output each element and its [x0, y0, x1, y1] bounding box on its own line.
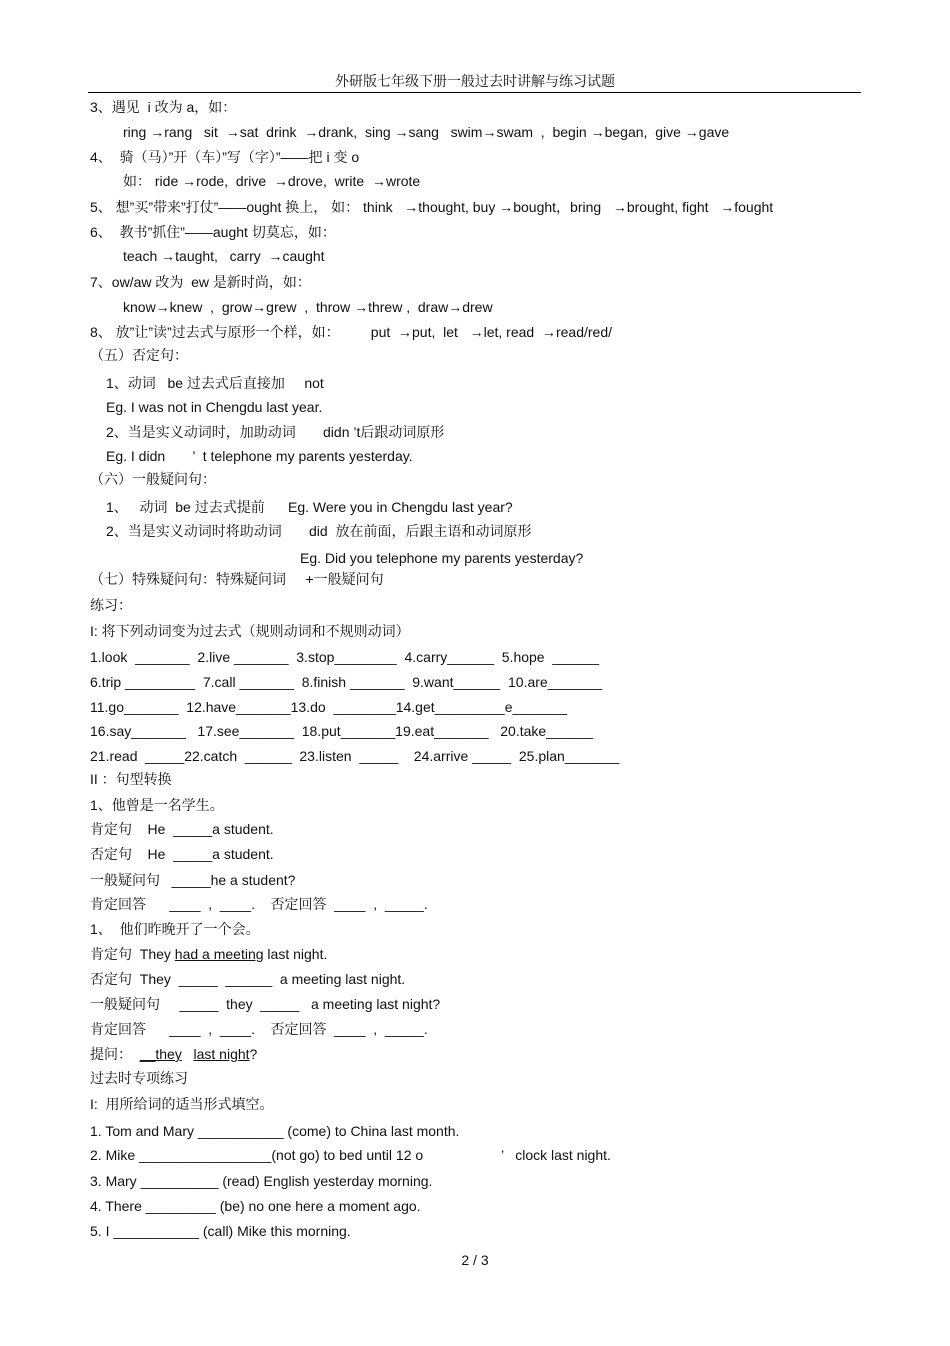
negative-line-2: Eg. I was not in Chengdu last year. — [106, 399, 323, 415]
section3-subtitle: I: 用所给词的适当形式填空。 — [90, 1096, 274, 1112]
negative-line-3: 2、当是实义动词时，加助动词 didn ’t后跟动词原形 — [106, 424, 445, 440]
part1-row-5: 21.read _____22.catch ______ 23.listen _____ 24.arrive _____ 25.plan_______ — [90, 748, 620, 764]
q2-wh-underlined-2: last night — [193, 1046, 250, 1062]
section3-title: 过去时专项练习 — [90, 1070, 188, 1086]
rule-8-label: 8、 放”让”读”过去式与原形一个样，如： put →put, let →let, read →read/red/ — [90, 324, 613, 340]
fill-item-4: 4. There _________ (be) no one here a moment ago. — [90, 1198, 421, 1214]
fill-item-1: 1. Tom and Mary ___________ (come) to China last month. — [90, 1123, 460, 1139]
rule-5-label: 5、 想”买”带来”打仗”——ought 换上， 如： think →thought, buy →bought，bring →brought, fight →fought — [90, 199, 774, 215]
practice-title: 练习： — [90, 597, 132, 613]
rule-4-example: 如： ride →rode, drive →drove, write →wrote — [123, 173, 421, 189]
q2-affirmative — [90, 945, 327, 963]
part1-row-2: 6.trip _________ 7.call _______ 8.finish _______ 9.want______ 10.are_______ — [90, 674, 603, 690]
rule-7-example: know→knew , grow→grew , throw →threw , draw→drew — [123, 299, 493, 315]
rule-6-example: teach →taught, carry →caught — [123, 248, 325, 264]
part2-title: II ：句型转换 — [90, 771, 172, 787]
question-title: （六）一般疑问句： — [90, 471, 216, 487]
rule-3-label: 3、遇见 i 改为 a，如： — [90, 99, 237, 115]
negative-line-1: 1、动词 be 过去式后直接加 not — [106, 375, 324, 391]
question-line-3: Eg. Did you telephone my parents yesterday? — [300, 550, 584, 566]
q2-aff-underlined: had a meeting — [174, 946, 264, 962]
rule-4-label: 4、 骑（马）”开（车）”写（字）”——把 i 变 o — [90, 149, 360, 165]
q1-negative: 否定句 He _____a student. — [90, 846, 274, 862]
q2-wh-underlined-1: __they — [139, 1046, 182, 1062]
q1-answers: 肯定回答 ____ , ____. 否定回答 ____ , _____. — [90, 896, 428, 912]
rule-6-label: 6、 教书”抓住”——aught 切莫忘，如： — [90, 224, 336, 240]
page-header: 外研版七年级下册一般过去时讲解与练习试题 — [335, 73, 615, 89]
q2-yes-no: 一般疑问句 _____ they _____ a meeting last night? — [90, 996, 441, 1012]
part1-row-3: 11.go_______ 12.have_______13.do ________14.get_________e_______ — [90, 699, 567, 715]
q2-negative: 否定句 They _____ ______ a meeting last night. — [90, 971, 406, 987]
part1-title: I: 将下列动词变为过去式（规则动词和不规则动词） — [90, 623, 410, 639]
fill-item-5: 5. I ___________ (call) Mike this morning. — [90, 1223, 351, 1239]
fill-item-3: 3. Mary __________ (read) English yesterday morning. — [90, 1173, 433, 1189]
q2-chinese: 1、 他们昨晚开了一个会。 — [90, 921, 260, 937]
rule-3-example: ring →rang sit →sat drink →drank, sing →sang swim→swam , begin →began, give →gave — [123, 124, 730, 140]
fill-item-2: 2. Mike _________________(not go) to bed until 12 o ’ clock last night. — [90, 1147, 611, 1163]
question-line-1: 1、 动词 be 过去式提前 Eg. Were you in Chengdu last year? — [106, 499, 513, 515]
q2-aff-post: last night. — [263, 946, 328, 962]
page-number: 2 / 3 — [461, 1252, 489, 1268]
q2-aff-pre: 肯定句 They — [90, 946, 175, 962]
q2-wh-question — [90, 1045, 257, 1063]
part1-row-4: 16.say_______ 17.see_______ 18.put_______19.eat_______ 20.take______ — [90, 723, 593, 739]
special-title: （七）特殊疑问句：特殊疑问词 +一般疑问句 — [90, 571, 384, 587]
q1-yes-no: 一般疑问句 _____he a student? — [90, 872, 296, 888]
rule-7-label: 7、ow/aw 改为 ew 是新时尚，如： — [90, 274, 311, 290]
q2-wh-post: ? — [249, 1046, 258, 1062]
q1-chinese: 1、他曾是一名学生。 — [90, 797, 224, 813]
negative-line-4: Eg. I didn ’ t telephone my parents yesterday. — [106, 448, 413, 464]
header-rule — [88, 92, 861, 93]
negative-title: （五）否定句： — [90, 347, 188, 363]
question-line-2: 2、当是实义动词时将助动词 did 放在前面，后跟主语和动词原形 — [106, 523, 532, 539]
q2-wh-mid — [182, 1046, 194, 1062]
q1-affirmative: 肯定句 He _____a student. — [90, 821, 274, 837]
q2-wh-pre: 提问： — [90, 1046, 140, 1062]
part1-row-1: 1.look _______ 2.live _______ 3.stop________ 4.carry______ 5.hope ______ — [90, 649, 600, 665]
q2-answers: 肯定回答 ____ , ____. 否定回答 ____ , _____. — [90, 1021, 428, 1037]
